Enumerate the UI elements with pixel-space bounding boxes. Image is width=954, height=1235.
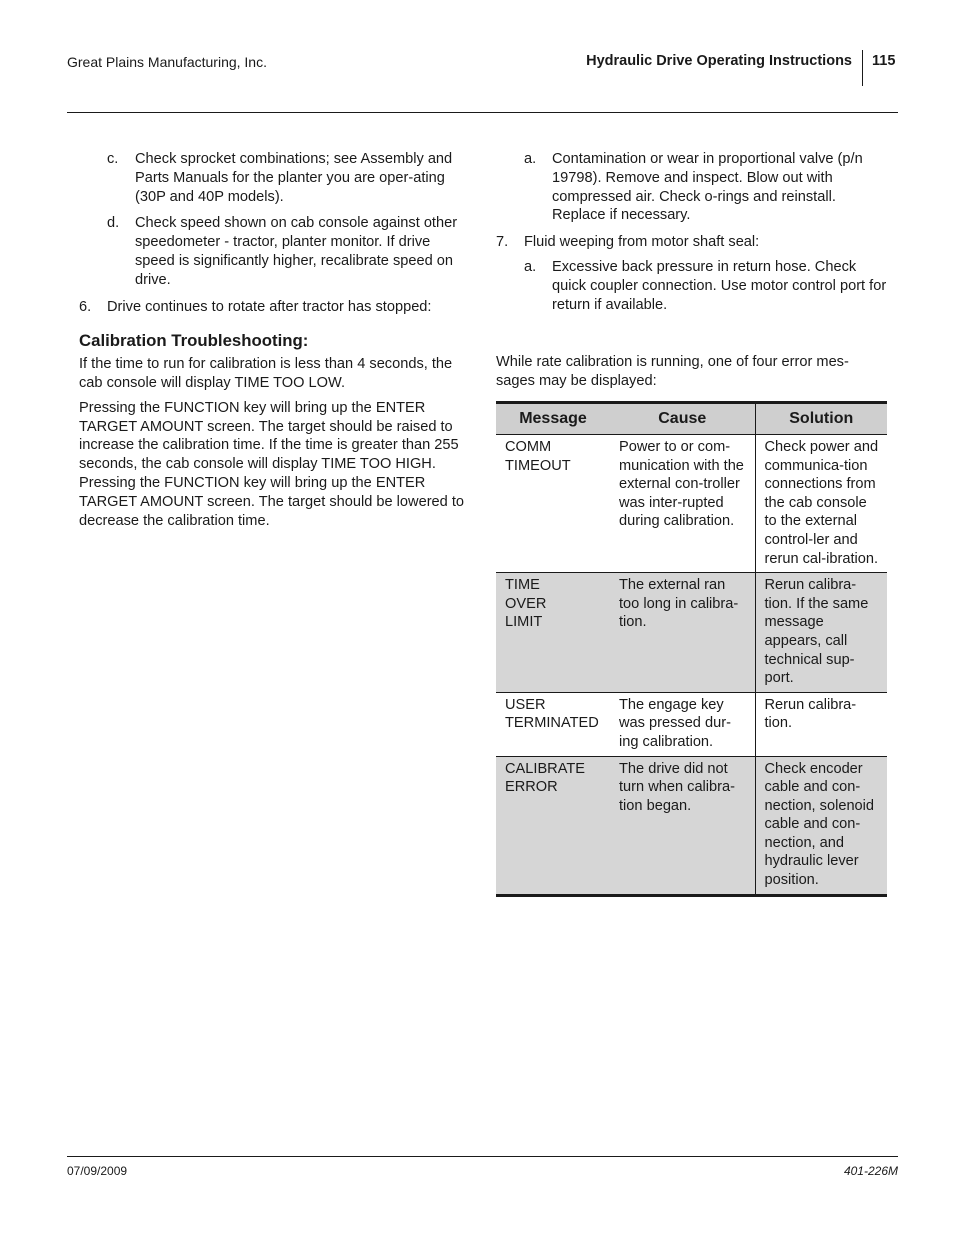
list-text: Drive continues to rotate after tractor has stopped:	[107, 298, 432, 315]
section-heading: Calibration Troubleshooting:	[79, 331, 309, 351]
message-cell	[496, 573, 610, 693]
message-line: LIMIT	[505, 614, 543, 631]
header-cause: Cause	[610, 403, 755, 435]
paragraph: Pressing the FUNCTION key will bring up the ENTER TARGET AMOUNT screen. The target should be raised to increase the calibration time. If the time is greater than 255 seconds, the cab console will display TIME TOO HIGH. Pressing the FUNCTION key will bring up the ENTER TARGET AMOUNT screen. The target should be lowered to decrease the calibration time.	[79, 399, 465, 529]
header-solution: Solution	[755, 403, 887, 435]
message-line: TIMEOUT	[505, 457, 571, 474]
cause-cell: The drive did not turn when calibra-tion began.	[610, 756, 755, 895]
list-text: Excessive back pressure in return hose. Check quick coupler connection. Use motor control port for return if available.	[552, 258, 887, 313]
message-line: TERMINATED	[505, 715, 599, 732]
footer-rule	[67, 1156, 898, 1157]
table-intro: While rate calibration is running, one of four error mes-sages may be displayed:	[496, 354, 849, 390]
list-item-6	[79, 298, 474, 317]
message-line: ERROR	[505, 779, 558, 796]
cause-cell: The engage key was pressed dur-ing calibration.	[610, 692, 755, 756]
list-label: d.	[107, 215, 120, 232]
list-label: 6.	[79, 298, 92, 315]
solution-cell: Rerun calibra-tion.	[755, 692, 887, 756]
list-item-c	[79, 150, 474, 206]
list-item-7a	[496, 258, 887, 314]
list-text: Check sprocket combinations; see Assembly and Parts Manuals for the planter you are oper-ating (30P and 40P models).	[135, 151, 453, 205]
header-title: Hydraulic Drive Operating Instructions	[586, 53, 852, 69]
message-cell	[496, 692, 610, 756]
table-row	[496, 435, 887, 573]
right-column	[496, 150, 887, 397]
message-line: TIME	[505, 577, 540, 594]
list-label: a.	[524, 258, 537, 275]
list-text: Check speed shown on cab console against other speedometer - tractor, planter monitor. If drive speed is significantly higher, recalibrate speed on drive.	[135, 215, 458, 288]
header-divider	[862, 50, 863, 86]
list-item-7	[496, 233, 887, 252]
list-label: c.	[107, 151, 119, 167]
message-line: USER	[505, 696, 546, 713]
header-company: Great Plains Manufacturing, Inc.	[67, 54, 267, 70]
cause-cell: The external ran too long in calibra-tion.	[610, 573, 755, 693]
list-text: Contamination or wear in proportional valve (p/n 19798). Remove and inspect. Blow out with compressed air. Check o-rings and reinstall. Replace if necessary.	[552, 151, 863, 224]
solution-cell: Check encoder cable and con-nection, solenoid cable and con-nection, and hydraulic lever position.	[755, 756, 887, 895]
table-header-row	[496, 403, 887, 435]
header-message: Message	[496, 403, 610, 435]
message-line: OVER	[505, 595, 547, 612]
message-cell	[496, 756, 610, 895]
paragraph: If the time to run for calibration is less than 4 seconds, the cab console will display TIME TOO LOW.	[79, 356, 453, 391]
solution-cell: Rerun calibra-tion. If the same message appears, call technical sup-port.	[755, 573, 887, 693]
list-label: a.	[524, 151, 537, 167]
solution-cell: Check power and communica-tion connections from the cab console to the external control-ler and rerun cal-ibration.	[755, 435, 887, 573]
left-column	[79, 150, 474, 536]
header-rule	[67, 112, 898, 113]
list-item-d	[79, 214, 474, 289]
message-line: COMM	[505, 439, 552, 455]
message-cell	[496, 435, 610, 573]
list-text: Fluid weeping from motor shaft seal:	[524, 234, 760, 251]
message-line: CALIBRATE	[505, 760, 586, 777]
error-messages-table	[496, 401, 887, 897]
footer-doc-number: 401-226M	[843, 1164, 898, 1178]
table-row	[496, 573, 887, 693]
list-label: 7.	[496, 234, 509, 251]
cause-cell: Power to or com-munication with the external con-troller was inter-rupted during calibration.	[610, 435, 755, 573]
page-number: 115	[872, 53, 896, 69]
table-row	[496, 692, 887, 756]
list-item-6a	[496, 150, 887, 225]
footer-date: 07/09/2009	[67, 1164, 128, 1178]
table-row	[496, 756, 887, 895]
